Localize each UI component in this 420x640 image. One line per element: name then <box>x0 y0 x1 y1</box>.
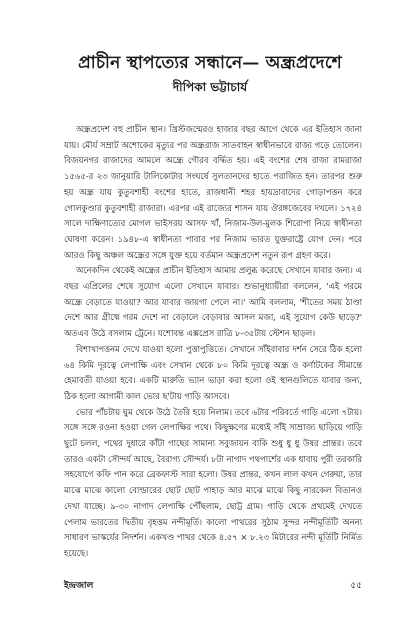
paragraph: ভোর পাঁচটায় ঘুম থেকে উঠে তৈরি হয়ে নিলাম। তবে ৬টার পরিবর্তে গাড়ি এলো ৭টায়। সঙ্গে সঙ্গে রওনা হওয়া গেল লেপাক্ষির পথে। কিছুক্ষণের মধ্যেই সাঁই সাম্রাজ্য ছাড়িয়ে গাড়ি ছুটে চলল, পথের দুধারে কাঁটা গাছের সামান্য সবুজায়ন বাকি শুধু ধু ধু উষর প্রান্তর। তবে তারও একটা সৌন্দর্য আছে, বৈরাগ্য সৌন্দর্য। ৮টা নাগাদ পথপার্শের এক ধাবায় পুরী তরকারি সহযোগে কফি পান করে ব্রেকফাস্ট সারা হলো। উষর প্রান্তর, কখন লাল কখন গেরুয়া, তার মাঝে মাঝে কালো বোল্ডারের ছোট ছোট পাহাড় আর মাঝে মাঝে কিছু নারকেল বিতানও দেখা যাচ্ছে। ৯-৩০ নাগাদ লেপাক্ষি পৌঁছলাম, ছোট্ট গ্রাম। গাড়ি থেকে প্রথমেই দেখতে পেলাম ভারতের দ্বিতীয় বৃহত্তম নন্দীমূর্তি। কালো পাথরের সুঠাম সুন্দর নন্দীমূর্তিটি অনন্য সাধারণ ভাস্কর্যের নিদর্শন। একখণ্ড পাথর থেকে ৪.৫৭ × ৮.২৩ মিটারের নন্দী মূর্তিটি নির্মিত হয়েছে। <box>64 406 362 558</box>
article-title: প্রাচীন স্থাপত্যের সন্ধানে— অন্ধ্রপ্রদেশে <box>78 53 342 73</box>
magazine-name: ইন্দ্রজাল <box>64 581 94 591</box>
article-body <box>64 122 362 562</box>
paragraph: বিশাখাপত্তনম দেখে যাওয়া হলো পুত্তাপুত্তিতে। সেখানে সাঁইবাবার দর্শন সেরে ঠিক হলো ৬৪ কিমি দূরত্বে লেপাক্ষি এবং সেখান থেকে ৮০ কিমি দূরত্বে অন্ধ্র ও কর্ণাটকের সীমান্তে হেমাবতী যাওয়া হবে। একটি মারুতি ভ্যান ভাড়া করা হলো ওই স্থানগুলিতে যাবার জন্য, ঠিক হলো আগামী কাল ভোর ছ'টায় গাড়ি আসবে। <box>64 343 362 401</box>
page-number: ৫৫ <box>350 581 362 591</box>
paragraph: অন্ধ্রপ্রদেশ বহু প্রাচীন স্থান। খ্রিস্টজন্মেরও হাজার বছর আগে থেকে এর ইতিহাস জানা যায়। মৌর্য সম্রাট অশোকের মৃত্যুর পর অন্ধ্ররাজ সাতবাহন স্বাধীনভাবে রাজ্য গড়ে তোলেন। বিজয়নগর রাজাদের আমলে অন্ধ্রে গৌরব বর্দ্ধিত হয়। এই বংশের শেষ রাজা রামরাজা ১৫৬৫-র ২৩ জানুয়ারি টালিকোটার সংঘর্ষে সুলতানদের হাতে পরাজিত হন। তারপর শুরু হয় অন্ধ্র যায় কুতুবশাহী বংশের হাতে, রাজধানী শহর হায়দ্রাবাদের গোড়াপত্তন করে গোলকুণ্ডার কুতুবশাহী রাজারা। এরপর এই রাজ্যের শাসন যায় ঔরঙ্গজেবের দখলে। ১৭২৪ সালে দাক্ষিণাত্যের মোগল ভাইসরয় আসফ খাঁ, নিজাম-উল-মুলক শিরোপা নিয়ে স্বাধীনতা ঘোষণা করেন। ১৯৪৮-এ স্বাধীনতা পাবার পর নিজাম ভারত যুক্তরাষ্ট্রে যোগ দেন। পরে আরও কিছু অঞ্চল অন্ধ্রের সঙ্গে যুক্ত হয়ে বর্তমান অন্ধ্রপ্রদেশ নতুন রূপ গ্রহণ করে। <box>64 124 362 260</box>
article-author: দীপিকা ভট্টাচার্য <box>172 80 248 94</box>
paragraph: অনেকদিন থেকেই অন্ধ্রের প্রাচীন ইতিহাস আমায় প্রলুব্ধ করেছে সেখানে যাবার জন্য। এ বছর এপ্রিলের শেষে সুযোগ এলো সেখানে যাবার। শুভানুধ্যায়ীরা বললেন, 'এই গরমে অন্ধ্রে বেড়াতে যাওয়া? আর যাবার জায়গা পেলে না।' আমি বললাম, 'শীতের সময় ঠাণ্ডা দেশে আর গ্রীষ্মে গরম দেশে না বেড়ালে বেড়াবার আসল মজা, এই সুযোগ কেউ ছাড়ে?' অতএব উঠে বসলাম ট্রেনে। যশোবন্ত এক্সপ্রেস রাত্রি ৮-৩৫টায় স্টেশন ছাড়ল। <box>64 265 362 339</box>
